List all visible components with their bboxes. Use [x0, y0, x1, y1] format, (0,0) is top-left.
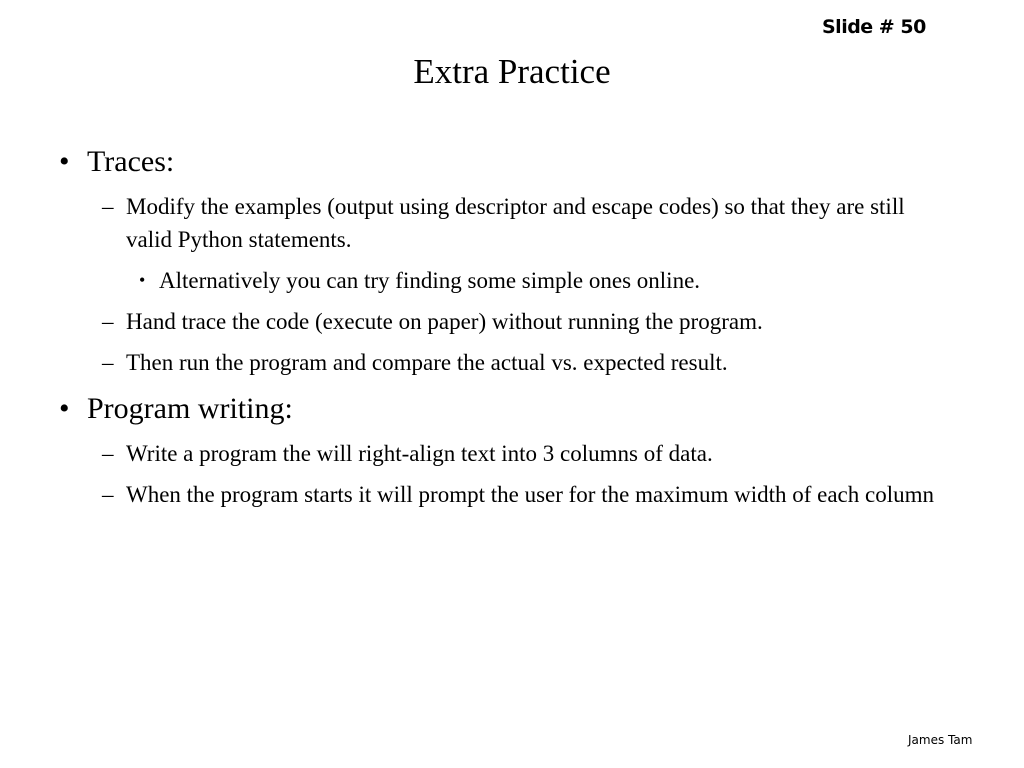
- sub-bullet-right-align: [0, 437, 946, 470]
- slide-number: Slide # 50: [822, 16, 926, 38]
- bullet-traces: [0, 144, 947, 180]
- bullet-label: Program writing:: [87, 392, 293, 425]
- dash-marker: –: [102, 441, 114, 466]
- sub-sub-bullet-alternatively: [0, 264, 939, 297]
- bullet-program-writing: [0, 391, 947, 427]
- sub-bullet-run-program: [0, 346, 946, 379]
- sub-bullet-hand-trace: [0, 305, 946, 338]
- dash-marker: –: [102, 194, 114, 219]
- sub-bullet-text: When the program starts it will prompt the user for the maximum width of each column: [126, 482, 934, 507]
- dash-marker: –: [102, 350, 114, 375]
- sub-bullet-text: Hand trace the code (execute on paper) without running the program.: [126, 309, 763, 334]
- bullet-marker: •: [59, 145, 70, 178]
- bullet-marker: •: [139, 270, 146, 290]
- footer-author: James Tam: [908, 733, 973, 747]
- sub-bullet-text: Modify the examples (output using descriptor and escape codes) so that they are still valid Python statements.: [126, 194, 905, 252]
- sub-sub-bullet-text: Alternatively you can try finding some simple ones online.: [159, 268, 701, 293]
- bullet-marker: •: [59, 392, 70, 425]
- dash-marker: –: [102, 309, 114, 334]
- slide-title: Extra Practice: [413, 52, 611, 91]
- bullet-label: Traces:: [87, 145, 175, 178]
- dash-marker: –: [102, 482, 114, 507]
- sub-bullet-prompt-width: [0, 478, 946, 511]
- slide-body: [0, 144, 1024, 511]
- sub-bullet-modify-examples: [0, 190, 946, 256]
- sub-bullet-text: Write a program the will right-align text into 3 columns of data.: [126, 441, 713, 466]
- sub-bullet-text: Then run the program and compare the actual vs. expected result.: [126, 350, 728, 375]
